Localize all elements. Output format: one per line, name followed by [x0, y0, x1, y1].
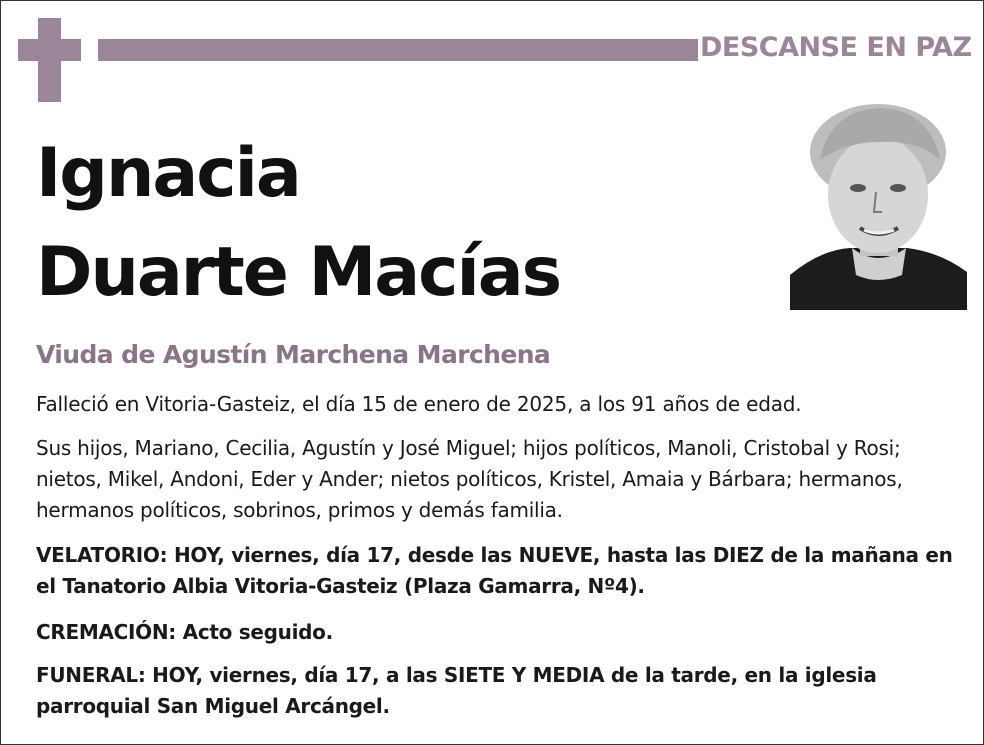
spouse-line: Viuda de Agustín Marchena Marchena	[36, 340, 551, 369]
family-list: Sus hijos, Mariano, Cecilia, Agustín y José Miguel; hijos políticos, Manoli, Cristobal y Rosi; nietos, Mikel, Andoni, Eder y Ander; nietos políticos, Kristel, Amaia y Bárbara; hermanos, hermanos políticos, sobrinos, primos y demás familia.	[36, 436, 903, 522]
wake-details: VELATORIO: HOY, viernes, día 17, desde las NUEVE, hasta las DIEZ de la mañana en el Tanatorio Albia Vitoria-Gasteiz (Plaza Gamarra, Nº4).	[36, 543, 953, 598]
portrait-illustration	[790, 100, 967, 310]
deceased-last-names: Duarte Macías	[36, 233, 561, 312]
death-notice: Falleció en Vitoria-Gasteiz, el día 15 de enero de 2025, a los 91 años de edad.	[36, 392, 802, 416]
cremation-details: CREMACIÓN: Acto seguido.	[36, 620, 333, 644]
funeral-details: FUNERAL: HOY, viernes, día 17, a las SIETE Y MEDIA de la tarde, en la iglesia parroquial San Miguel Arcángel.	[36, 663, 877, 718]
header-label: DESCANSE EN PAZ	[700, 32, 972, 63]
cross-icon-crossbar	[18, 39, 81, 61]
header-rule	[98, 39, 698, 61]
deceased-first-name: Ignacia	[36, 134, 300, 213]
portrait-photo	[790, 100, 967, 310]
